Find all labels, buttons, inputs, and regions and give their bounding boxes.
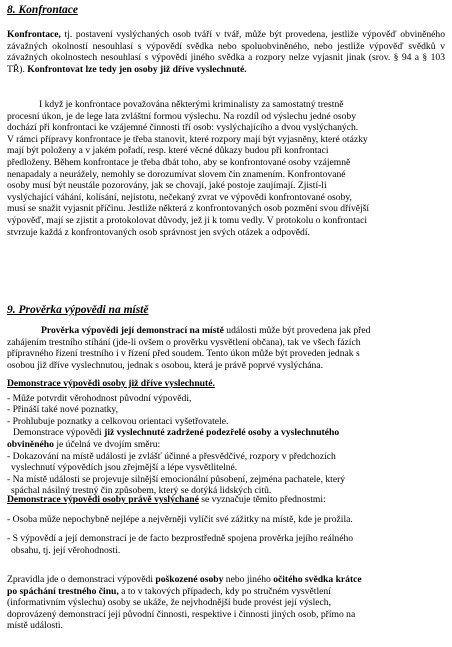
demo-before-heading: Demonstrace výpovědi osoby již dříve vyslechnuté.	[7, 378, 215, 389]
section-title: 9. Prověrka výpovědi na místě	[7, 304, 149, 316]
intro-line: přípravného řízení trestního i v řízení před soudem. Tento úkon může být proveden jednak s	[7, 348, 360, 360]
closing-bold: poškozené osoby	[155, 574, 224, 585]
body-line: vyslýchající váhání, kolísání, nejistotu, nečekaný zvrat ve výpovědi konfrontované osoby,	[7, 191, 352, 203]
body-line: nenapadaly a neurážely, nemohly se dorozumívat slovem čin znamením. Konfrontované	[7, 168, 346, 180]
intro-line: osobou již dříve vyslechnutou, jednak s osobou, která je právě poprvé vyslýchána.	[7, 359, 323, 371]
closing-bold: po spáchání trestného činu,	[7, 585, 119, 597]
list-item: - Dokazování na místě události je zvlášť účinné a přesvědčivé, rozpory v předchozích	[7, 450, 336, 462]
demo-now-block	[7, 494, 445, 556]
closing-paragraph	[7, 574, 445, 632]
suspect-bold: obviněného	[7, 438, 54, 450]
list-item: - Prohlubuje poznatky a celkovou orientaci vyšetřovatele.	[7, 415, 229, 427]
list-item: vyslechnutí výpovědích jsou zřejmější a lépe vysvětlitelné.	[11, 462, 238, 474]
section-heading	[7, 304, 148, 317]
body-line: musí se snažit vyjasnit příčinu. Jestliže některá z konfrontovaných osob pozmění svou dřívější	[7, 203, 370, 215]
definition-text: tj. postavení vyslýchaných osob tváří v tvář, může být provedena, jestliže výpověď obviněného závažných okolností nesouhlasí s výpovědí svědka nebo spoluobviněného, nebo jestliže výpověď svědků v závažných okolnostech nesouhlasí s výpovědí jiného svědka a rozpory nelze vyjasnit jinak (srov. § 94 a § 103 TŘ).	[7, 29, 445, 75]
body-line: stvrzuje každá z konfrontovaných osob správnost jen svých otázek a odpovědí.	[7, 226, 310, 238]
konfrontace-definition-paragraph	[7, 29, 445, 75]
body-line: I když je konfrontace považována některými kriminalisty za samostatný trestně	[39, 99, 344, 110]
body-line: osoby musí být neustále pozorovány, jak se chovají, jaké postoje zaujímají. Zjistí-li	[7, 180, 327, 192]
section-title: 8. Konfrontace	[7, 4, 78, 16]
body-line: mají být položeny a v jakém pořadí, resp. které věcné důkazy budou při konfrontaci	[7, 145, 329, 157]
list-item: - Na místě události se projevuje silnější emocionální působení, zejména pachatele, který	[7, 473, 346, 485]
intro-line: zahájením trestního stíhání (jde-li ovšem o prověrku vysvětlení občana), tak ve všech fázích	[7, 336, 361, 348]
suspect-post: je účelná ve dvojím směru:	[53, 438, 161, 450]
list-item: - Může potvrdit věrohodnost původní výpovědi,	[7, 392, 192, 404]
demo-before-block	[7, 378, 445, 497]
intro-text: události může být provedena jak před	[223, 325, 371, 336]
demo-now-heading: Demonstrace výpovědi osoby právě vyslýchané	[7, 494, 199, 505]
term-proverka: Prověrka výpovědi její demonstrací na místě	[41, 325, 224, 336]
closing-line: doprovázený demonstrací její původní činnosti, respektive i činnosti jiných osob, přímo na	[7, 608, 356, 620]
closing-text: a to v takových případech, kdy po stručném vysvětlení	[118, 585, 331, 597]
section-heading	[7, 4, 78, 17]
closing-text: Zpravidla jde o demonstraci výpovědi	[7, 574, 156, 585]
list-item: spáchal násilný trestný čin způsobem, který se dotýká lidských citů.	[11, 485, 272, 497]
list-item: obsahu, tj. její věrohodnosti.	[11, 544, 121, 556]
closing-line: místě události.	[7, 620, 63, 632]
closing-bold: očitého svědka krátce	[273, 574, 362, 585]
list-item: - Osoba může nepochybně nejlépe a nejvěrněji vylíčit své zážitky na místě, kde je prožila.	[7, 513, 353, 525]
closing-text: nebo jiného	[223, 574, 274, 585]
suspect-bold: již vyslechnuté zadržené podezřelé osoby a vyslechnutého	[104, 427, 340, 439]
suspect-pre: Demonstrace výpovědi	[13, 427, 105, 439]
list-item: - S výpovědí a její demonstrací je de facto bezprostředně spojena prověrka jejího reálného	[7, 533, 354, 545]
konfrontace-body-paragraph	[7, 99, 445, 238]
definition-bold-tail: Konfrontovat lze tedy jen osoby již dříve vyslechnuté.	[27, 63, 247, 75]
body-line: dochází při konfrontaci ke vzájemné činnosti tří osob: vyslýchajícího a dvou vyslýchaných.	[7, 122, 359, 134]
proverka-intro-paragraph	[7, 325, 445, 371]
term-konfrontace: Konfrontace,	[7, 29, 61, 40]
body-line: procesní úkon, je de lege lata zvláštní formou výslechu. Na rozdíl od výslechu jedné osoby	[7, 110, 357, 122]
body-line: předloženy. Během konfrontace je třeba dbát toho, aby se konfrontované osoby vzájemně	[7, 156, 351, 168]
body-line: V rámci přípravy konfrontace je třeba stanovit, které rozpory mají být vyjasněny, které otázky	[7, 133, 368, 145]
list-item: - Přináší také nové poznatky,	[7, 404, 119, 416]
demo-now-heading-tail: se vyznačuje těmito přednostmi:	[198, 494, 326, 505]
body-line: výpověď, mají se zjistit a protokolovat důvody, jež ji k tomu vedly. V protokolu o konfrontaci	[7, 214, 368, 226]
closing-line: (informativním výslechu) osoby se ukáže, že nejvhodnější bude provést její výslech,	[7, 597, 331, 609]
